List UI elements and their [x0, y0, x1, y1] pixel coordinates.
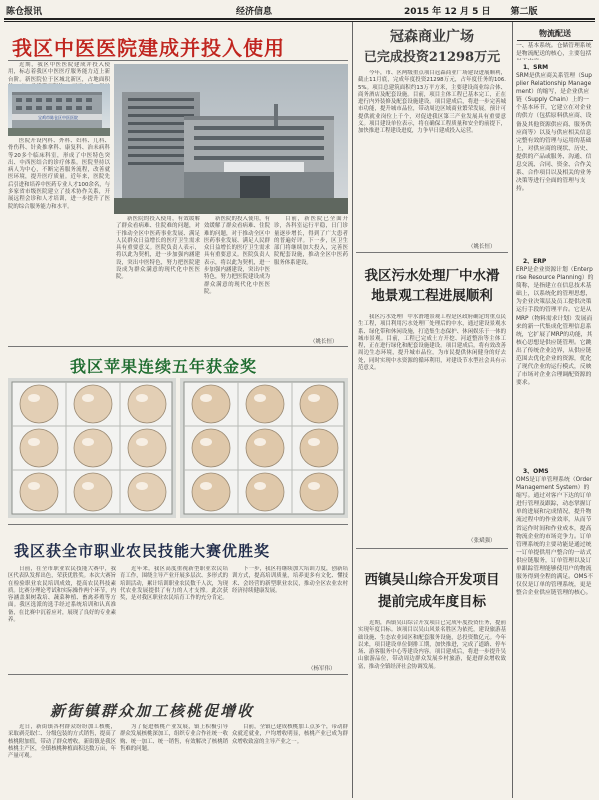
hospital-building-photo: [114, 64, 348, 214]
article-headline-line2: 提前完成年度目标: [378, 594, 486, 610]
article-headline-line2: 地景观工程进展顺利: [371, 288, 493, 304]
article-headline: 我区中医医院建成并投入使用: [12, 36, 285, 60]
column-divider: [512, 22, 513, 798]
date-and-page: [404, 4, 558, 17]
section-divider: [356, 252, 508, 253]
article-body: 近年来，我区高度重视新型职业农民培育工作，围绕主导产业开展多层次、多形式的培训活动，累计培训职业农民数千人次，为现代农业发展提供了有力的人才支撑。此次获奖，是对我区职业农民培育工作的充分肯定。: [120, 566, 228, 602]
article-body: 近日，新街镇各村群众纷纷加工核桃，采取剥壳取仁、分级包装的方式销售，提高了核桃附加值，带动了群众增收。新街镇是我区核桃主产区，全镇核桃种植面积达数万亩，年产量可观。: [8, 724, 116, 760]
apple-photo: [8, 378, 176, 518]
article-headline-line1: 我区污水处理厂中水滑: [364, 268, 500, 284]
article-body: 新医院的投入使用，有效缓解了群众看病难、住院难的问题，对于推动全区中医药事业发展、满足人民群众日益增长的医疗卫生需求具有重要意义。医院负责人表示，将以此为契机，进一步加强内涵建设，突出中医特色，努力把医院建设成为群众满意的现代化中医医院。: [204, 216, 270, 295]
article-body: 下一步，我区将继续加大培训力度，创新培训方式，提高培训质量，培养更多有文化、懂技术、会经营的新型职业农民，推动全区农业农村经济持续健康发展。: [232, 566, 348, 594]
column-divider: [352, 22, 353, 798]
article-headline-line1: 冠森商业广场: [390, 29, 474, 45]
author-credit: （张斌强）: [468, 538, 496, 544]
side-item-text: OMS是订单管理系统（Order Management System）的缩写。通过对客户下达的订单进行管理及跟踪，动态掌握订单的进展和完成情况，提升物流过程中的作业效率，从而节省运作时间和作业成本，提高物流企业的市场竞争力。订单管理系统的主要功能是通过统一订单提供用户整合的一站式供应链服务，订单管理以及订单跟踪管理能够使用户的物流服务得到全程的满足。OMS不仅仅是订单的管理系统，更是整合企业供应链管理的核心。: [516, 477, 594, 597]
author-credit: （姚长恒）: [310, 339, 338, 345]
article-body: 为了促进核桃产业发展，镇上积极引导群众发展核桃深加工，组织专业合作社统一收购、统一加工、统一销售，有效解决了核桃销售难的问题。: [120, 724, 228, 752]
article-body: 新医院的投入使用，有效缓解了群众看病难、住院难的问题，对于推动全区中医药事业发展、满足人民群众日益增长的医疗卫生需求具有重要意义。医院负责人表示，将以此为契机，进一步加强内涵建设，突出中医特色，努力把医院建设成为群众满意的现代化中医医院。: [116, 216, 200, 281]
section-divider: [8, 524, 348, 525]
section-divider: [8, 346, 348, 347]
article-body: 今年，市、区两级重点项目冠森商业广场建设进展顺利，截止11月底，完成年度投资21298万元，占年度任务的106.5%。项目总建筑面积约13万平方米，主要建设商业综合体、商务酒店及配套设施。目前，项目主体工程已基本完工，正在进行内外装修及配套设施建设。项目建成后，将进一步完善城市功能，提升城市品位，带动周边区域商业繁荣发展，预计可提供就业岗位上千个，对促进我区第三产业发展具有重要意义。项目建设单位表示，将在确保工程质量和安全的前提下，加快推进工程建设进度，力争早日建成投入运营。: [358, 70, 506, 135]
page-number: 第二版: [510, 7, 538, 17]
section-name: 经济信息: [236, 7, 273, 17]
hospital-photo: [8, 84, 110, 136]
section-divider: [356, 548, 508, 549]
article-body: 目前，新医院已全面开诊，各科室运行平稳，日门诊量逐步增长，得到了广大患者的普遍好评。下一步，区卫生部门将继续加大投入，完善医院配套设施，推动全区中医药服务体系建设。: [274, 216, 348, 266]
paper-name: 陈仓报讯: [6, 7, 43, 17]
article-body: 目前，全镇已建成核桃加工点多个，带动群众就近就业，户均增收明显，核桃产业已成为群众增收致富的主导产业之一。: [232, 724, 348, 745]
side-item-label: 1、SRM: [523, 64, 549, 71]
article-headline-line1: 西镇吴山综合开发项目: [364, 572, 500, 588]
article-body: 日前，在全市职业农民技能大赛中，我区代表队发挥出色，荣获优胜奖。本次大赛旨在检验职业农民培训成效，提高农民科技素质。比赛分理论考试和实际操作两个环节，内容涵盖果树栽培、蔬菜种植、畜禽养殖等方面。我区选派的选手经过系统培训和认真准备，在比赛中沉着应对，展现了良好的专业素养。: [8, 566, 116, 624]
issue-date: 2015 年 12 月 5 日: [404, 7, 491, 17]
article-headline: 我区苹果连续五年获金奖: [70, 357, 258, 376]
page-header: [6, 4, 593, 18]
author-credit: （杨军伟）: [308, 666, 336, 672]
article-headline-line2: 已完成投资21298万元: [363, 50, 501, 65]
side-item-label: 2、ERP: [523, 258, 547, 265]
article-body: 近期，西镇吴山综合开发项目已完成年度投资任务，提前实现年度目标。该项目以吴山风景名胜区为依托，建设旅游基础设施、生态农业园区和配套服务设施，总投资数亿元。今年以来，项目建设单位倒排工期，加快推进，完成了道路、停车场、游客服务中心等建设内容。项目建成后，将进一步提升吴山旅游品位，带动周边群众发展乡村旅游，促进群众增收致富，推动全镇经济社会协调发展。: [358, 620, 506, 670]
side-item-label: 3、OMS: [523, 468, 549, 475]
side-column-rule: [517, 40, 593, 41]
hospital-sign: 宝鸡市陈仓区中医医院: [38, 115, 78, 120]
section-divider: [8, 60, 348, 61]
section-divider: [8, 674, 348, 675]
side-item-text: SRM是供应商关系管理（Supplier Relationship Management）的缩写，是企业供应链（Supply Chain）上的一个基本环节，它建立在对企业的供方（包括原料供应商、设备及其他资源供应商、服务供应商等）以及与供应相关信息完整有效的管理与运用的基础上，对供应商的现状、历史、提供的产品或服务、沟通、信息交流、合同、资金、合作关系、合作项目以及相关的业务决策等进行全面的管理与支持。: [516, 73, 592, 193]
header-rule: [4, 18, 595, 20]
apple-photo: [180, 378, 348, 518]
article-headline: 新街镇群众加工核桃促增收: [50, 702, 255, 720]
article-body: 我区污水处理厂中水滑地景观工程是区政府确定的重点民生工程，项目利用污水处理厂处理后的中水，通过建设景观水系、绿化带和休闲设施，打造集生态保护、休闲娱乐于一体的城市景观。目前，工程已完成土方开挖、河道整治等主体工程，正在进行绿化和配套设施建设。项目建成后，将有效改善周边生态环境，提升城市品位，为市民提供休闲健身的好去处，同时实现中水资源的循环利用，对建设节水型社会具有示范意义。: [358, 314, 506, 372]
side-column-title: 物流配送: [539, 29, 571, 38]
side-item-text: ERP是企业资源计划（Enterprise Resource Planning）的简称，是指建立在信息技术基础上，以系统化的管理思想，为企业决策层及员工提供决策运行手段的管理平台。它是从MRP（物料需求计划）发展而来的新一代集成化管理信息系统，它扩展了MRP的功能，其核心思想是供应链管理。它跳出了传统企业边界，从供应链范围去优化企业的资源，优化了现代企业的运行模式，反映了市场对企业合理调配资源的要求。: [516, 267, 594, 387]
side-column-intro: 一、基本系统。仓储管理系统是物流配送的核心，主要包括: [516, 43, 592, 58]
article-headline: 我区获全市职业农民技能大赛优胜奖: [14, 542, 271, 560]
article-body: 医院开设内科、外科、妇科、儿科、骨伤科、针灸推拿科、康复科、治未病科等20多个临床科室，形成了中医特色突出、中西医结合的诊疗体系。医院坚持以病人为中心，不断完善服务流程，改善就医环境，提升医疗质量。近年来，医院先后引进和培养中医药专业人才100余名，与多家省市级医院建立了技术协作关系，开展远程会诊和人才培训，进一步提升了医院的综合服务能力和水平。: [8, 138, 110, 210]
article-body: 近期，我区中医医院建成并投入使用，标志着我区中医医疗服务能力迈上新台阶。新医院位于区城北新区，占地面积: [8, 62, 110, 83]
author-credit: （姚长恒）: [468, 244, 496, 250]
header-rule-thin: [4, 21, 595, 22]
